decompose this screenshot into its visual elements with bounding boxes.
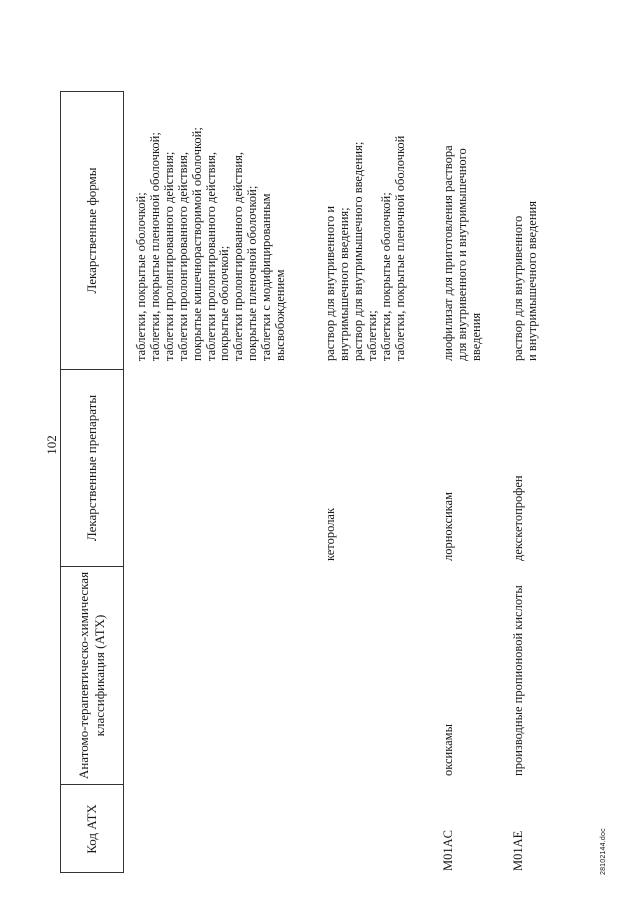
forms-cell: раствор для внутривенного и внутримышечного введения <box>511 201 539 361</box>
atc-code: M01AC <box>441 830 455 871</box>
drug-name: кеторолак <box>323 507 337 561</box>
drug-table <box>60 91 601 873</box>
forms-cell: лиофилизат для приготовления раствора для внутривенного и внутримышечного введения <box>441 145 483 361</box>
forms-cell: раствор для внутривенного и внутримышечного введения; раствор для внутримышечного введения; таблетки; таблетки, покрытые оболочкой; таблетки, покрытые пленочной оболочкой <box>323 135 407 361</box>
footer-code: 28102144.doc <box>600 828 607 875</box>
header-classification: Анатомо-терапевтическо-химическая классификация (АТХ) <box>75 571 107 780</box>
table-header-border <box>123 91 124 873</box>
page-number: 102 <box>44 435 59 455</box>
drug-name: декскетопрофен <box>511 475 525 561</box>
forms-cell: таблетки, покрытые оболочкой; таблетки, покрытые пленочной оболочкой; таблетки пролонгированного действия; таблетки пролонгированного действия, покрытые кишечнорастворимой оболочкой; таблетки пролонгированного действия, покрытые оболочкой; таблетки пролонгированного действия, покрытые пленочной оболочкой; таблетки с модифицированным высвобождением <box>134 127 288 361</box>
header-forms: Лекарственные формы <box>83 167 99 294</box>
atc-classification: производные пропионовой кислоты <box>511 585 525 776</box>
atc-code: M01AE <box>511 830 525 871</box>
header-drugs: Лекарственные препараты <box>83 394 99 542</box>
header-code: Код АТХ <box>83 804 99 854</box>
drug-name: лорноксикам <box>441 491 455 561</box>
atc-classification: оксикамы <box>441 724 455 776</box>
